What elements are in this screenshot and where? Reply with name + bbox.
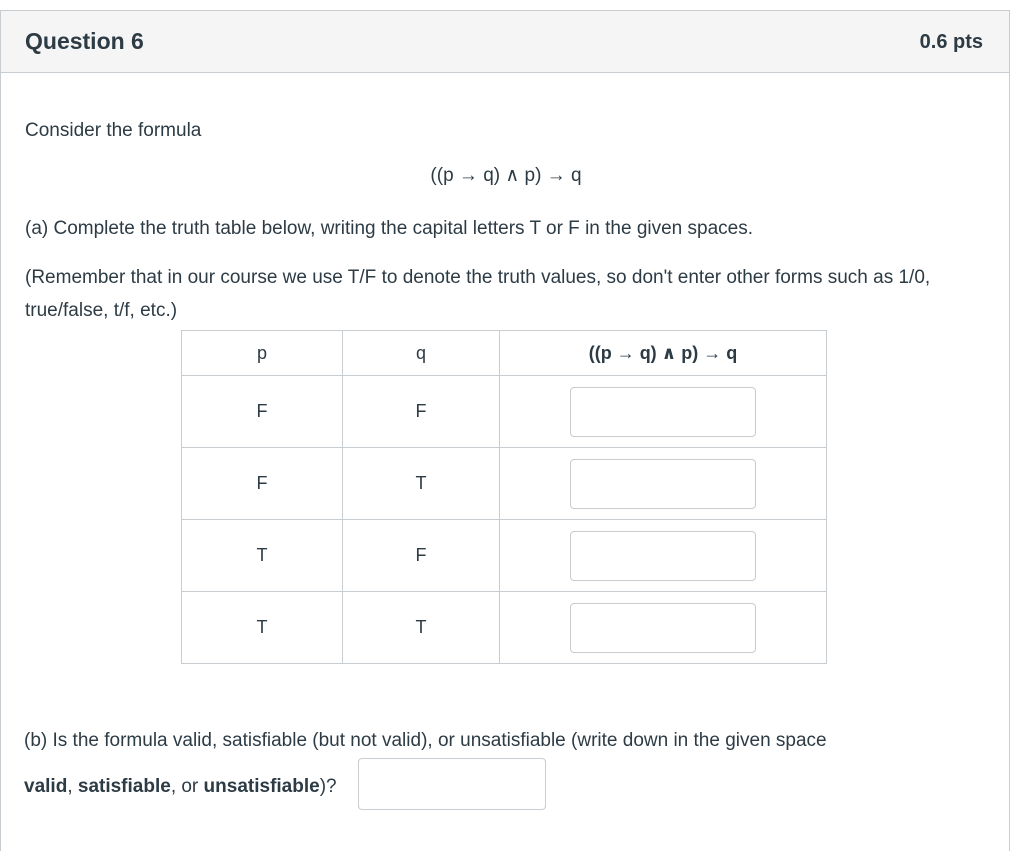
table-row [182, 376, 827, 448]
cell-q: T [343, 592, 500, 664]
cell-q: F [343, 520, 500, 592]
cell-answer [500, 592, 827, 664]
question-header [1, 11, 1009, 73]
question-points: 0.6 pts [919, 31, 983, 53]
answer-input-row-1[interactable] [570, 387, 756, 437]
part-b-question: (b) Is the formula valid, satisfiable (but not valid), or unsatisfiable (write down in the given space [24, 730, 827, 751]
cell-q: T [343, 448, 500, 520]
question-title: Question 6 [25, 28, 144, 54]
header-formula: ((p → q) ∧ p) → q [500, 331, 827, 376]
cell-answer [500, 520, 827, 592]
part-b-options [24, 770, 337, 803]
header-q: q [343, 331, 500, 376]
intro-text: Consider the formula [25, 120, 202, 141]
cell-answer [500, 376, 827, 448]
truth-table [181, 330, 827, 664]
option-unsatisfiable: unsatisfiable [203, 776, 320, 797]
closing-text: )? [319, 776, 337, 797]
option-valid: valid [24, 776, 68, 797]
part-b-answer-input[interactable] [358, 758, 546, 810]
separator: , [67, 776, 78, 797]
table-row [182, 520, 827, 592]
table-row [182, 592, 827, 664]
table-row [182, 448, 827, 520]
cell-p: F [182, 376, 343, 448]
option-satisfiable: satisfiable [77, 776, 171, 797]
part-a-instructions: (a) Complete the truth table below, writing the capital letters T or F in the given spaces. [25, 218, 754, 239]
separator: , or [170, 776, 204, 797]
cell-answer [500, 448, 827, 520]
answer-input-row-3[interactable] [570, 531, 756, 581]
cell-p: F [182, 448, 343, 520]
header-p: p [182, 331, 343, 376]
reminder-text: (Remember that in our course we use T/F to denote the truth values, so don't enter other forms such as 1/0, true/false, t/f, etc.) [25, 267, 931, 321]
answer-input-row-2[interactable] [570, 459, 756, 509]
formula-display: ((p → q) ∧ p) → q [430, 165, 582, 186]
cell-p: T [182, 592, 343, 664]
cell-q: F [343, 376, 500, 448]
cell-p: T [182, 520, 343, 592]
truth-table-header-row [182, 331, 827, 376]
answer-input-row-4[interactable] [570, 603, 756, 653]
